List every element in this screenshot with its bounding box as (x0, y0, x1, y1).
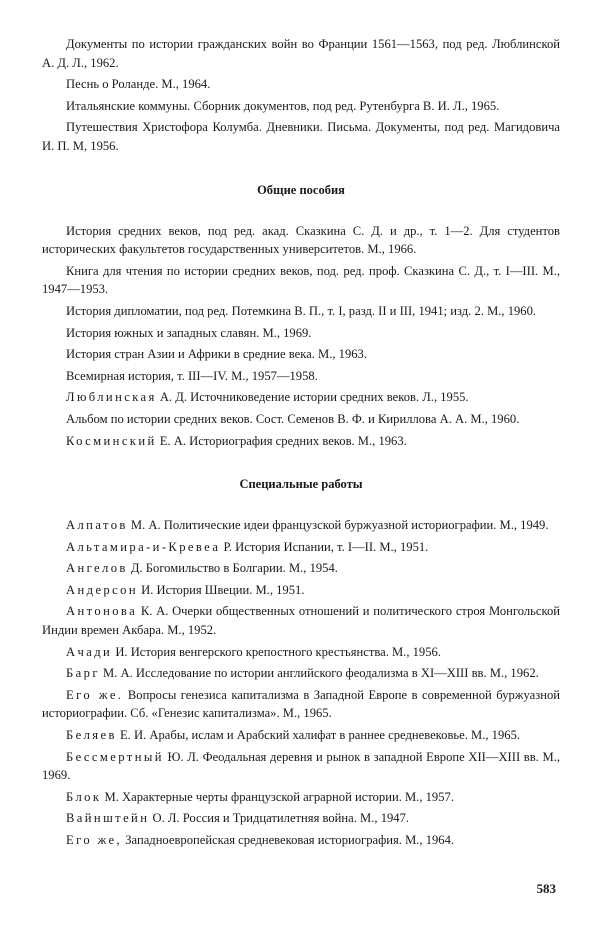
entry-details: К. А. Очерки общественных отношений и политического строя Монгольской Индии времен Акбара. М., 1952. (42, 604, 560, 638)
bibliography-entry: Альбом по истории средних веков. Сост. Семенов В. Ф. и Кириллова А. А. М., 1960. (66, 411, 520, 426)
entry-details: А. Д. Источниковедение истории средних веков. Л., 1955. (156, 390, 469, 405)
author-name: Его же, (66, 833, 123, 847)
sources-list (42, 35, 560, 156)
entry-details: Ю. Л. Феодальная деревня и рынок в западной Европе XII—XIII вв. М., 1969. (42, 749, 560, 783)
bibliography-entry (42, 831, 560, 850)
author-name: Антонова (66, 604, 138, 619)
bibliography-entry (42, 538, 560, 557)
bibliography-entry: Документы по истории гражданских войн во Франции 1561—1563, под ред. Люблинской А. Д. Л., 1962. (42, 37, 560, 70)
bibliography-entry: Книга для чтения по истории средних веков, под. ред. проф. Сказкина С. Д., т. I—III. М., 1947—1953. (42, 263, 560, 297)
entry-details: О. Л. Россия и Тридцатилетняя война. М., 1947. (149, 811, 410, 826)
author-name: Блок (66, 789, 102, 804)
bibliography-entry (42, 643, 560, 662)
bibliography-entry: История средних веков, под ред. акад. Сказкина С. Д. и др., т. 1—2. Для студентов исторических факультетов государственных университетов. М., 1966. (42, 223, 560, 257)
bibliography-entry: Путешествия Христофора Колумба. Дневники. Письма. Документы, под ред. Магидовича И. П. М, 1956. (42, 120, 560, 153)
bibliography-entry: История стран Азии и Африки в средние века. М., 1963. (66, 347, 368, 362)
author-name: Косминский (66, 433, 157, 448)
author-name: Алпатов (66, 518, 128, 533)
entry-details: Д. Богомильство в Болгарии. М., 1954. (127, 561, 338, 576)
bibliography-entry (42, 581, 560, 600)
entry-details: Е. И. Арабы, ислам и Арабский халифат в раннее средневековье. М., 1965. (116, 728, 521, 743)
entry-details: И. История венгерского крепостного крестьянства. М., 1956. (112, 644, 441, 659)
author-name: Беляев (66, 728, 117, 743)
entry-details: Р. История Испании, т. I—II. М., 1951. (220, 539, 429, 554)
entry-details: Вопросы генезиса капитализма в Западной Европе в современной буржуазной историографии. Сб. «Генезис капитализма». М., 1965. (42, 687, 560, 721)
bibliography-entry: Итальянские коммуны. Сборник документов, под ред. Рутенбурга В. И. Л., 1965. (66, 98, 500, 113)
author-name: Его же. (66, 687, 124, 702)
bibliography-entry (42, 602, 560, 639)
bibliography-entry (42, 809, 560, 828)
bibliography-entry (42, 664, 560, 683)
author-name: Альтамира-и-Кревеа (66, 539, 221, 554)
entry-details: М. Характерные черты французской аграрной истории. М., 1957. (101, 789, 454, 804)
bibliography-entry: Всемирная история, т. III—IV. М., 1957—1958. (66, 368, 318, 383)
section-heading-special: Специальные работы (239, 477, 363, 492)
author-name: Барг (66, 666, 100, 681)
entry-details: И. История Швеции. М., 1951. (137, 582, 305, 597)
section-heading-general: Общие пособия (257, 182, 345, 197)
entry-details: М. А. Исследование по истории английского феодализма в XI—XIII вв. М., 1962. (99, 666, 539, 681)
special-works-list (42, 516, 560, 850)
author-name: Бессмертный (66, 749, 164, 764)
author-name: Андерсон (66, 582, 138, 597)
bibliography-entry (42, 559, 560, 578)
bibliography-entry (42, 388, 560, 407)
author-name: Люблинская (66, 390, 157, 405)
general-works-list (42, 222, 560, 451)
author-name: Ачади (66, 644, 113, 659)
author-name: Ангелов (66, 561, 128, 576)
bibliography-entry (42, 516, 560, 535)
entry-details: М. А. Политические идеи французской буржуазной историографии. М., 1949. (127, 518, 549, 533)
bibliography-entry (42, 432, 560, 451)
bibliography-entry: Песнь о Роланде. М., 1964. (66, 77, 211, 92)
bibliography-entry (42, 748, 560, 785)
bibliography-entry (42, 686, 560, 723)
bibliography-entry: История дипломатии, под ред. Потемкина В. П., т. I, разд. II и III, 1941; изд. 2. М., 1960. (66, 303, 537, 318)
author-name: Вайнштейн (66, 811, 150, 826)
bibliography-entry: История южных и западных славян. М., 1969. (66, 325, 312, 340)
entry-details: Е. А. Историография средних веков. М., 1963. (156, 433, 407, 448)
entry-details: Западноевропейская средневековая историография. М., 1964. (122, 833, 455, 847)
page-number: 583 (536, 881, 556, 896)
bibliography-entry (42, 726, 560, 745)
bibliography-entry (42, 788, 560, 807)
